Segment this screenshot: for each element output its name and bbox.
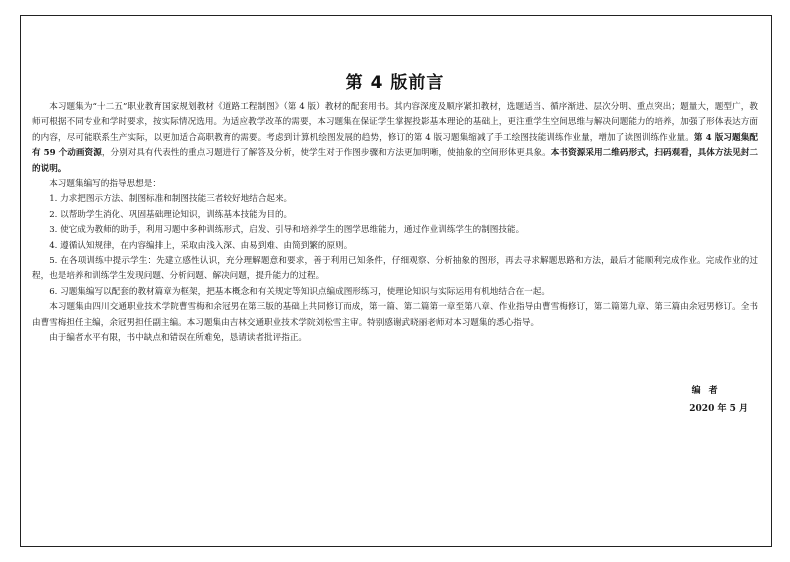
signature-date: 2020 年 5 月 bbox=[689, 404, 748, 414]
intro-text-d: 本书资源采用二维码形式，扫码观看，具体方法见封二的说明。 bbox=[32, 148, 758, 174]
intro-text-a: 本习题集为“十二五”职业教育国家规划教材《道路工程制图》（第 4 版）教材的配套用书。其内容深度及顺序紧扣教材，选题适当、循序渐进、层次分明、重点突出；题量大，题型广，教师可根据不同专业和学时要求，按实际情况选用。为适应教学改革的需要，本习题集在保证学生掌握投影基本理论的基础上，更注重学生空间思维与解决问题能力的培养，加强了形体表达方面的内容，尽可能联系生产实际，以更加适合高职教育的需要。考虑到计算机绘图发展的趋势，修订的第 4 版习题集缩减了手工绘图技能训练作业量，增加了读图训练作业量。 bbox=[32, 102, 758, 143]
signature-block bbox=[689, 382, 748, 418]
intro-paragraph bbox=[32, 100, 758, 177]
guide-item-6: 6. 习题集编写以配套的教材篇章为框架，把基本概念和有关规定等知识点编成图形练习，使理论知识与实际运用有机地结合在一起。 bbox=[49, 286, 550, 297]
guide-item-4: 4. 遵循认知规律，在内容编排上，采取由浅入深、由易到难、由简到繁的原则。 bbox=[49, 240, 353, 251]
guide-item-5: 5. 在各项训练中提示学生：先建立感性认识，充分理解题意和要求，善于利用已知条件，仔细观察、分析抽象的图形，再去寻求解题思路和方法，最后才能顺利完成作业。完成作业的过程，也是培养和训练学生发现问题、分析问题、解决问题，提升能力的过程。 bbox=[32, 256, 758, 282]
closing-paragraph: 由于编者水平有限，书中缺点和错误在所难免，恳请读者批评指正。 bbox=[49, 333, 308, 344]
guide-item-2: 2. 以帮助学生消化、巩固基础理论知识，训练基本技能为目的。 bbox=[49, 209, 293, 220]
guide-item-1: 1. 力求把图示方法、制图标准和制图技能三者较好地结合起来。 bbox=[49, 194, 293, 205]
authors-paragraph: 本习题集由四川交通职业技术学院曹雪梅和余冠男在第三版的基础上共同修订而成，第一篇、第二篇第一章至第八章、作业指导由曹雪梅修订，第二篇第九章、第三篇由余冠男修订。全书由曹雪梅担任主编，余冠男担任副主编。本习题集由吉林交通职业技术学院刘松雪主审。特别感谢武晓丽老师对本习题集的悉心指导。 bbox=[32, 302, 758, 328]
intro-text-c: ，分别对具有代表性的重点习题进行了解答及分析，使学生对于作图步骤和方法更加明晰，使抽象的空间形体更具象。 bbox=[101, 148, 551, 159]
signature-name: 编者 bbox=[691, 386, 726, 396]
preface-body bbox=[32, 100, 758, 347]
guide-item-3: 3. 使它成为教师的助手，利用习题中多种训练形式，启发、引导和培养学生的图学思维能力，通过作业训练学生的制图技能。 bbox=[49, 225, 525, 236]
intro-text-b: 第 4 版习题集配有 59 个动画资源 bbox=[32, 132, 759, 159]
page-title: 第 4 版前言 bbox=[345, 73, 445, 93]
guide-heading: 本习题集编写的指导思想是： bbox=[49, 179, 161, 190]
